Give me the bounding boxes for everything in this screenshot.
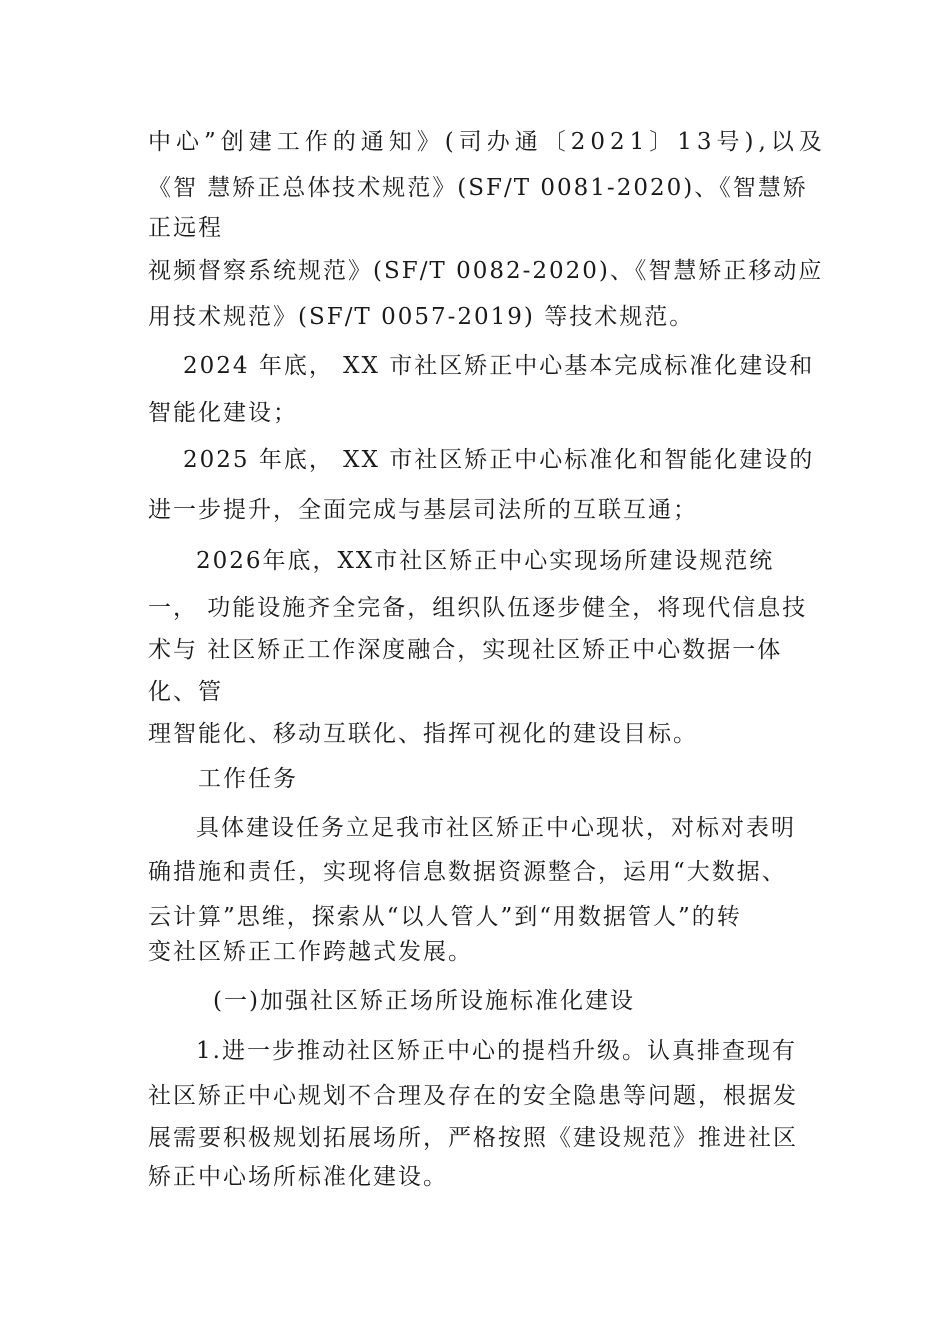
- text-line: 智能化建设；: [148, 400, 298, 426]
- text-line: 确措施和责任，实现将信息数据资源整合，运用“大数据、: [148, 859, 787, 885]
- text-line: 正远程: [148, 215, 223, 241]
- text-line: 化、管: [148, 679, 223, 705]
- text-line: 具体建设任务立足我市社区矫正中心现状，对标对表明: [196, 815, 796, 841]
- text-line: 2024 年底， XX 市社区矫正中心基本完成标准化建设和: [183, 353, 815, 379]
- text-line: 变社区矫正工作跨越式发展。: [148, 939, 473, 965]
- text-line: 2026年底，XX市社区矫正中心实现场所建设规范统: [196, 548, 775, 574]
- text-line: 矫正中心场所标准化建设。: [148, 1164, 448, 1190]
- text-line: 展需要积极规划拓展场所，严格按照《建设规范》推进社区: [148, 1125, 798, 1151]
- text-line: 理智能化、移动互联化、指挥可视化的建设目标。: [148, 721, 698, 747]
- text-line: 一， 功能设施齐全完备，组织队伍逐步健全，将现代信息技: [148, 595, 808, 621]
- text-line: 进一步提升，全面完成与基层司法所的互联互通；: [148, 497, 698, 523]
- text-line: 《智 慧矫正总体技术规范》(SF/T 0081-2020)、《智慧矫: [148, 175, 808, 201]
- text-line: 1.进一步推动社区矫正中心的提档升级。认真排查现有: [196, 1038, 797, 1064]
- text-line: 社区矫正中心规划不合理及存在的安全隐患等问题，根据发: [148, 1083, 798, 1109]
- section-heading: 工作任务: [198, 766, 298, 792]
- subsection-heading: (一)加强社区矫正场所设施标准化建设: [213, 988, 635, 1014]
- text-line: 中心”创建工作的通知》(司办通〔2021〕13号),以及: [148, 129, 827, 155]
- text-line: 术与 社区矫正工作深度融合，实现社区矫正中心数据一体: [148, 637, 783, 663]
- text-line: 用技术规范》(SF/T 0057-2019) 等技术规范。: [148, 304, 695, 330]
- text-line: 云计算”思维，探索从“以人管人”到“用数据管人”的转: [148, 904, 742, 930]
- text-line: 2025 年底， XX 市社区矫正中心标准化和智能化建设的: [183, 447, 815, 473]
- text-line: 视频督察系统规范》(SF/T 0082-2020)、《智慧矫正移动应: [148, 258, 824, 284]
